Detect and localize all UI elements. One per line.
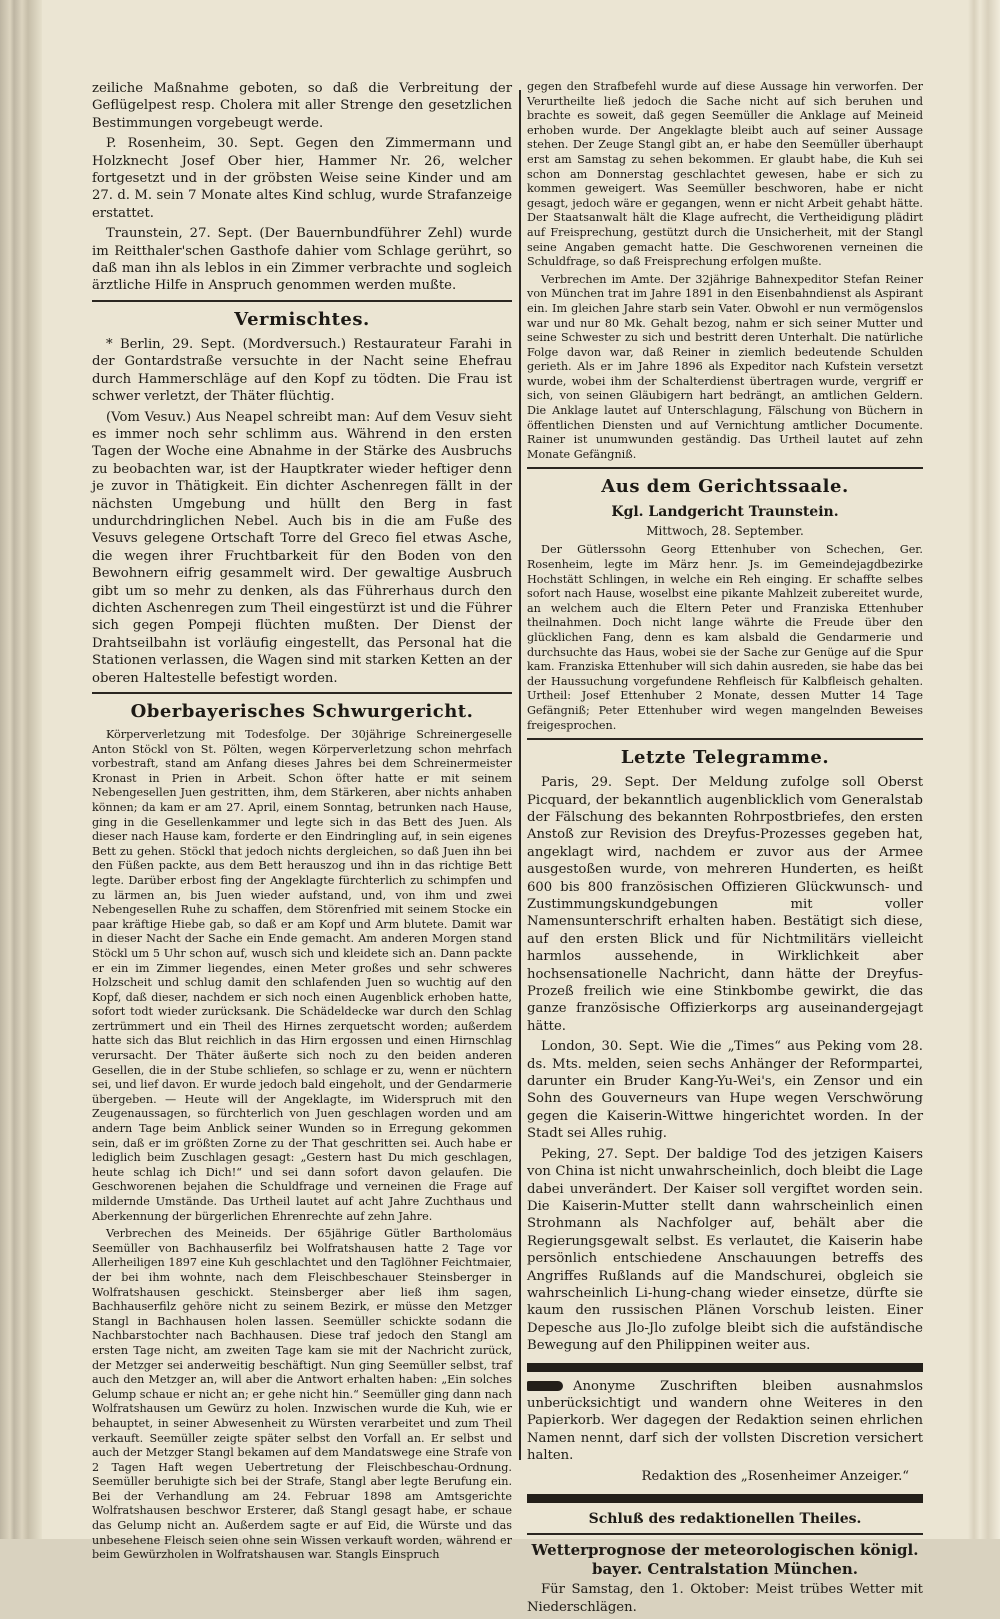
editorial-end-marker: Schluß des redaktionellen Theiles.	[588, 1511, 862, 1527]
section-heading: Vermischtes.	[234, 308, 370, 330]
weather-heading: Wetterprognose der meteorologischen königl. bayer. Centralstation München.	[531, 1541, 919, 1579]
article-paragraph: P. Rosenheim, 30. Sept. Gegen den Zimmermann und Holzknecht Josef Ober hier, Hammer Nr. 26, welcher fortgesetzt und in der gröbsten Weise seine Kinder und am 27. d. M. sein 7 Monate altes Kind schlug, wurde Strafanzeige erstattet.	[92, 136, 512, 221]
page-stack-edge-left	[0, 0, 42, 1539]
column-divider	[519, 90, 521, 1460]
article-paragraph: Verbrechen des Meineids. Der 65jährige Gütler Bartholomäus Seemüller von Bachhauserfilz bei Wolfratshausen hatte 2 Tage vor Allerheiligen 1897 eine Kuh geschlachtet und den Taglöhner Feichtmaier, der bei ihm wohnte, nach dem Fleischbeschauer Steinsberger in Wolfratshausen geschickt. Steinsberger aber ließ ihm sagen, Bachhauserfilz gehöre nicht zu seinem Bezirk, er müsse den Metzger Stangl in Bachhausen holen lassen. Seemüller schickte sodann die Nachbarstochter nach Bachhausen. Diese traf jedoch den Stangl am ersten Tage nicht, am zweiten Tage kam sie mit der Nachricht zurück, der Metzger sei anderweitig beschäftigt. Nun ging Seemüller selbst, traf auch den Metzger an, will aber die Antwort erhalten haben: „Ein solches Gelump schaue er nicht an; er gehe nicht hin.“ Seemüller ging dann nach Wolfratshausen um Gewürz zu holen. Inzwischen wurde die Kuh, wie er behauptet, in seiner Abwesenheit zu Würsten verarbeitet und zum Theil verkauft. Seemüller zeigte später selbst den Vorfall an. Er selbst und auch der Metzger Stangl bekamen auf dem Mandatswege eine Strafe von 2 Tagen Haft wegen Uebertretung der Fleischbeschau-Ordnung. Seemüller beruhigte sich bei der Strafe, Stangl aber legte Berufung ein. Bei der Verhandlung am 24. Februar 1898 am Amtsgerichte Wolfratshausen beschwor Ersterer, daß Stangl gesagt habe, er schaue das Gelump nicht an. Außerdem sagte er auf Eid, die Würste und das unbesehene Fleisch seien ohne sein Wissen verkauft worden, während er beim Gewürzholen in Wolfratshausen war. Stangls Einspruch	[92, 1227, 512, 1562]
article-paragraph: Verbrechen im Amte. Der 32jährige Bahnexpeditor Stefan Reiner von München trat im Jahre 1891 in den Eisenbahndienst als Aspirant ein. Im gleichen Jahre starb sein Vater. Obwohl er nun vermögenslos war und nur 80 Mk. Gehalt bezog, nahm er sich seiner Mutter und seine Schwester zu sich und bestritt deren Unterhalt. Die natürliche Folge davon war, daß Reiner in ziemlich bedeutende Schulden gerieth. Als er im Jahre 1896 als Expeditor nach Kufstein versetzt wurde, wobei ihm der Schalterdienst übertragen wurde, vergriff er sich, von seinen Gläubigern hart bedrängt, an amtlichen Geldern. Die Anklage lautet auf Unterschlagung, Fälschung von Büchern in öffentlichen Diensten und auf Vernichtung amtlicher Documente. Rainer ist unumwunden geständig. Das Urtheil lautet auf zehn Monate Gefängniß.	[527, 272, 923, 461]
notice-signature: Redaktion des „Rosenheimer Anzeiger.“	[641, 1468, 909, 1484]
right-column	[527, 80, 923, 1619]
section-heading: Letzte Telegramme.	[620, 747, 830, 769]
section-divider	[92, 692, 512, 694]
article-paragraph: gegen den Strafbefehl wurde auf diese Aussage hin verworfen. Der Verurtheilte ließ jedoch die Sache nicht auf sich beruhen und brachte es soweit, daß gegen Seemüller die Anklage auf Meineid erhoben wurde. Der Angeklagte bleibt auch auf seiner Aussage stehen. Der Zeuge Stangl gibt an, er habe den Seemüller überhaupt erst am Samstag zu sehen bekommen. Er glaubt habe, die Kuh sei schon am Donnerstag geschlachtet gewesen, habe er sich zu kommen geweigert. Was Seemüller beschworen, habe er nicht gesagt, jedoch wäre er gegangen, wenn er nicht Arbeit gehabt hätte. Der Staatsanwalt hält die Klage aufrecht, die Vertheidigung plädirt auf Freisprechung, gestützt durch die Unsicherheit, mit der Stangl seine Angaben gemacht hatte. Die Geschworenen verneinen die Schuldfrage, so daß Freisprechung erfolgen mußte.	[527, 80, 923, 269]
section-dateline: Mittwoch, 28. September.	[646, 524, 804, 539]
article-paragraph: zeiliche Maßnahme geboten, so daß die Verbreitung der Geflügelpest resp. Cholera mit aller Strenge den gesetzlichen Bestimmungen vorgebeugt werde.	[92, 81, 512, 131]
notice-body: Anonyme Zuschriften bleiben ausnahmslos unberücksichtigt und wandern ohne Weiteres in den Papierkorb. Wer dagegen der Redaktion seinen ehrlichen Namen nennt, darf sich der vollsten Discretion versichert halten.	[527, 1378, 923, 1464]
article-paragraph: * Berlin, 29. Sept. (Mordversuch.) Restaurateur Farahi in der Gontardstraße versuchte in der Nacht seine Ehefrau durch Hammerschläge auf den Kopf zu tödten. Die Frau ist schwer verletzt, der Thäter flüchtig.	[92, 336, 512, 405]
article-paragraph: Körperverletzung mit Todesfolge. Der 30jährige Schreinergeselle Anton Stöckl von St. Pölten, wegen Körperverletzung schon mehrfach vorbestraft, stand am Anfang dieses Jahres bei dem Schreinermeister Kronast in Prien in Arbeit. Schon öfter hatte er mit seinem Nebengesellen Juen gestritten, ihm, dem Stärkeren, aber nichts anhaben können; da kam er am 27. April, einem Sonntag, betrunken nach Hause, ging in die Gesellenkammer und legte sich in das Bett des Juen. Als dieser nach Hause kam, forderte er den Eindringling auf, in sein eigenes Bett zu gehen. Stöckl that jedoch nichts dergleichen, so daß Juen ihn bei den Füßen packte, aus dem Bett herauszog und ihn in das richtige Bett legte. Darüber erbost fing der Angeklagte fürchterlich zu schimpfen und zu lärmen an, bis Juen wieder aufstand, und, von ihm und zwei Nebengesellen Ruhe zu schaffen, dem Störenfried mit seinem Stocke ein paar kräftige Hiebe gab, so daß er am Kopf und Arm blutete. Damit war in dieser Nacht der Sache ein Ende gemacht. Am anderen Morgen stand Stöckl um 5 Uhr schon auf, wusch sich und kleidete sich an. Dann packte er ein im Zimmer liegendes, einen Meter großes und sehr schweres Holzscheit und schlug damit den schlafenden Juen so wuchtig auf den Kopf, daß dieser, nachdem er sich noch einen Augenblick erhoben hatte, sofort todt wieder zurücksank. Die Schädeldecke war durch den Schlag zertrümmert und ein Theil des Hirnes zerquetscht worden; außerdem hatte sich das Blut reichlich in das Hirn ergossen und einen Hirnschlag verursacht. Der Thäter äußerte sich noch zu den beiden anderen Gesellen, die in der Stube schliefen, so schlage er zu, wenn er nüchtern sei, und lief davon. Er wurde jedoch bald eingeholt, und der Gendarmerie übergeben. — Heute will der Angeklagte, im Widerspruch mit den Zeugenaussagen, so fürchterlich von Juen geschlagen worden und am andern Tage beim Anblick seiner Wunden so in Erregung gekommen sein, daß er im größten Zorne zu der That geschritten sei. Auch habe er lediglich beim Zuschlagen gesagt: „Gestern hast Du mich geschlagen, heute schlag ich Dich!“ und sei dann sofort davon gelaufen. Die Geschworenen bejahen die Schuldfrage und verneinen die Frage auf mildernde Umstände. Das Urtheil lautet auf acht Jahre Zuchthaus und Aberkennung der bürgerlichen Ehrenrechte auf zehn Jahre.	[92, 728, 512, 1223]
article-paragraph: Paris, 29. Sept. Der Meldung zufolge soll Oberst Picquard, der bekanntlich augenblicklich vom Generalstab der Fälschung des bekannten Rohrpostbriefes, den ersten Anstoß zur Revision des Dreyfus-Prozesses gegeben hat, angeklagt wird, nachdem er zuvor aus der Armee ausgestoßen wurde, von mehreren Hunderten, es heißt 600 bis 800 französischen Offizieren Glückwunsch- und Zustimmungskundgebungen mit voller Namensunterschrift erhalten haben. Bestätigt sich diese, auf den ersten Blick und für Nichtmilitärs vielleicht harmlos aussehende, in Wirklichkeit aber hochsensationelle Nachricht, dann hätte der Dreyfus-Prozeß freilich wie eine Stinkbombe gewirkt, die das ganze französische Offizierkorps arg auseinandergejagt hätte.	[527, 775, 923, 1034]
article-paragraph: (Vom Vesuv.) Aus Neapel schreibt man: Auf dem Vesuv sieht es immer noch sehr schlimm aus. Während in den ersten Tagen der Woche eine Abnahme in der Stärke des Ausbruchs zu beobachten war, ist der Hauptkrater wieder heftiger denn je zuvor in Thätigkeit. Ein dichter Aschenregen fällt in der nächsten Umgebung und hüllt den Berg in fast undurchdringlichen Nebel. Auch bis in die am Fuße des Vesuvs gelegene Ortschaft Torre del Greco fiel etwas Asche, die wegen ihrer Fruchtbarkeit für den Boden von den Bewohnern eifrig gesammelt wird. Der gewaltige Ausbruch gibt um so mehr zu denken, als das Führerhaus durch den dichten Aschenregen zum Theil eingestürzt ist und die Führer sich gegen Pompeji flüchten mußten. Der Dienst der Drahtseilbahn ist vorläufig eingestellt, das Personal hat die Stationen verlassen, die Wagen sind mit starken Ketten an der oberen Haltestelle befestigt worden.	[92, 409, 512, 686]
pointing-hand-icon	[527, 1381, 563, 1391]
section-heading: Oberbayerisches Schwurgericht.	[130, 701, 474, 722]
article-paragraph: Traunstein, 27. Sept. (Der Bauernbundführer Zehl) wurde im Reitthaler'schen Gasthofe dahier vom Schlage gerührt, so daß man ihn als leblos in ein Zimmer verbrachte und sogleich ärztliche Hilfe in Anspruch genommen werden mußte.	[92, 226, 512, 294]
article-paragraph: London, 30. Sept. Wie die „Times“ aus Peking vom 28. ds. Mts. melden, seien sechs Anhänger der Reformpartei, darunter ein Bruder Kang-Yu-Wei's, ein Zensor und ein Sohn des Gouverneurs van Hupe wegen Verschwörung gegen die Kaiserin-Wittwe hingerichtet worden. In der Stadt sei Alles ruhig.	[527, 1039, 923, 1142]
section-divider	[527, 1533, 923, 1535]
notice-text	[527, 1378, 923, 1465]
weather-forecast: Für Samstag, den 1. Oktober: Meist trübes Wetter mit Niederschlägen.	[527, 1582, 923, 1615]
article-paragraph: Der Gütlerssohn Georg Ettenhuber von Schechen, Ger. Rosenheim, legte im März henr. Js. im Gemeindejagdbezirke Hochstätt Schlingen, in welche ein Reh einging. Er schaffte selbes sofort nach Hause, woselbst eine pikante Mahlzeit zubereitet wurde, an welchem auch die Eltern Peter und Franziska Ettenhuber theilnahmen. Doch nicht lange währte die Freude über den glücklichen Fang, denn es kam alsbald die Gendarmerie und durchsuchte das Haus, wobei sie der Sache zur Genüge auf die Spur kam. Franziska Ettenhuber will sich dahin ausreden, sie habe das bei der Haussuchung vorgefundene Rehfleisch für Kalbfleisch gehalten. Urtheil: Josef Ettenhuber 2 Monate, dessen Mutter 14 Tage Gefängniß; Peter Ettenhuber wird wegen mangelnden Beweises freigesprochen.	[527, 543, 923, 732]
editorial-notice	[527, 1363, 923, 1503]
left-column	[92, 80, 512, 1566]
article-paragraph: Peking, 27. Sept. Der baldige Tod des jetzigen Kaisers von China ist nicht unwahrscheinlich, doch bleibt die Lage dabei unverändert. Der Kaiser soll vergiftet worden sein. Die Kaiserin-Mutter stellt dann wahrscheinlich einen Strohmann als Nachfolger auf, behält aber die Regierungsgewalt selbst. Es verlautet, die Kaiserin habe persönlich entschiedene Anschauungen betreffs des Angriffes Rußlands auf die Mandschurei, obgleich sie wahrscheinlich Li-hung-chang wieder einsetze, dürfte sie kaum den russischen Plänen Vorschub leisten. Einer Depesche aus Jlo-Jlo zufolge bleibt sich die aufständische Bewegung auf den Philippinen weiter aus.	[527, 1146, 923, 1354]
section-divider	[527, 738, 923, 740]
section-subheading: Kgl. Landgericht Traunstein.	[611, 504, 839, 521]
section-heading: Aus dem Gerichtssaale.	[601, 476, 849, 498]
section-divider	[92, 300, 512, 302]
section-divider	[527, 467, 923, 469]
page-edge-right	[968, 0, 1000, 1539]
